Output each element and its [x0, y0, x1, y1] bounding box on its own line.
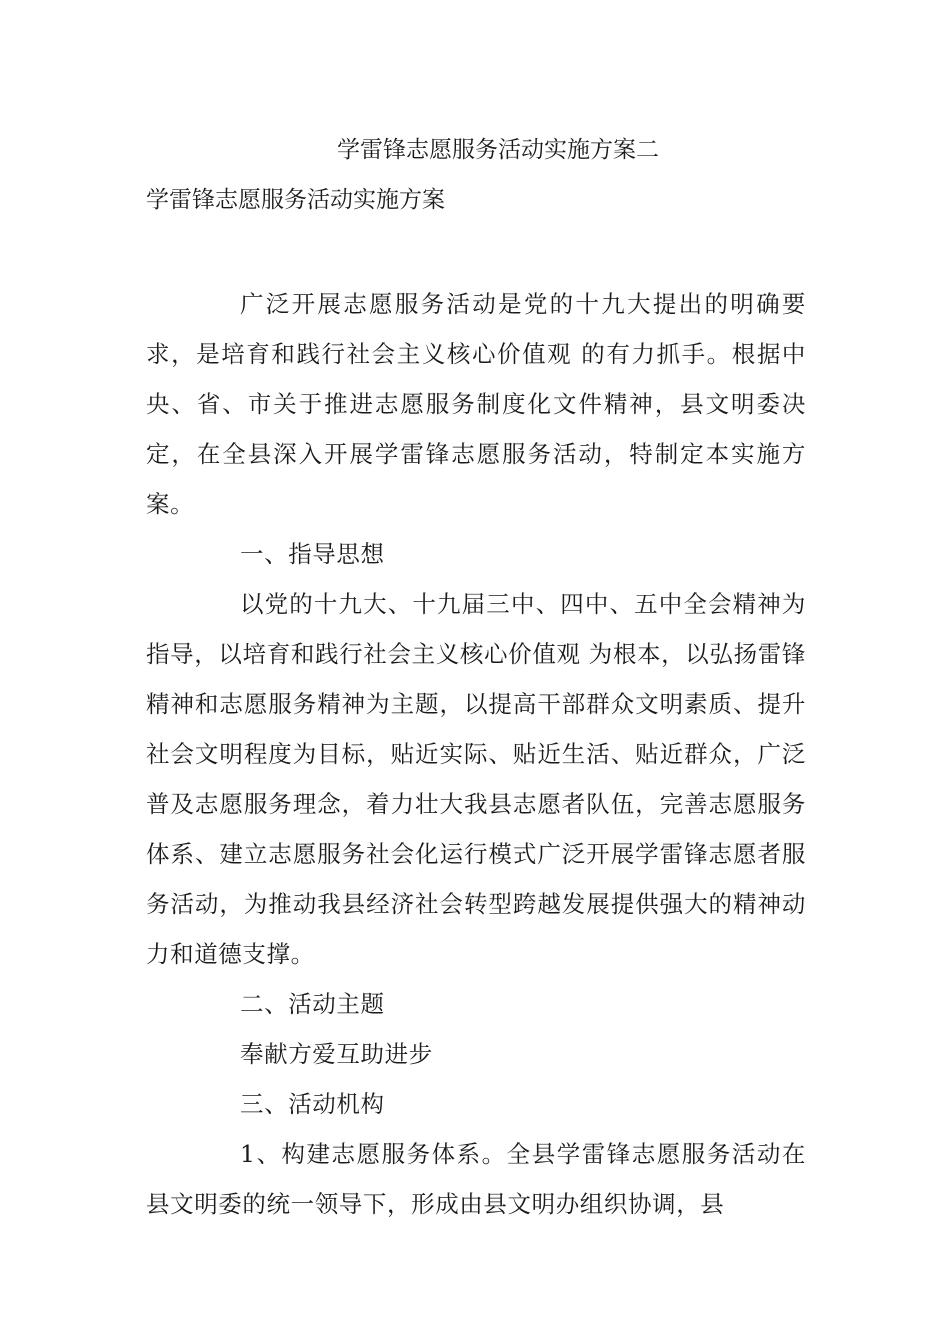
document-subtitle: 学雷锋志愿服务活动实施方案 [146, 187, 445, 213]
intro-paragraph: 广泛开展志愿服务活动是党的十九大提出的明确要求，是培育和践行社会主义核心价值观 的有力抓手。根据中央、省、市关于推进志愿服务制度化文件精神，县文明委决定，在全县深入开展学雷锋志愿服务活动，特制定本实施方案。 [146, 290, 806, 518]
activity-theme-text: 奉献方爱互助进步 [240, 1040, 433, 1068]
document-title: 学雷锋志愿服务活动实施方案二 [337, 137, 659, 163]
guiding-thought-paragraph: 以党的十九大、十九届三中、四中、五中全会精神为指导，以培育和践行社会主义核心价值观 为根本，以弘扬雷锋精神和志愿服务精神为主题，以提高干部群众文明素质、提升社会文明程度为目标，贴近实际、贴近生活、贴近群众，广泛普及志愿服务理念，着力壮大我县志愿者队伍，完善志愿服务体系、建立志愿服务社会化运行模式广泛开展学雷锋志愿者服务活动，为推动我县经济社会转型跨越发展提供强大的精神动力和道德支撑。 [146, 590, 806, 968]
section-heading-guiding-thought: 一、指导思想 [240, 540, 385, 568]
section-heading-activity-organization: 三、活动机构 [240, 1090, 385, 1118]
section-heading-activity-theme: 二、活动主题 [240, 990, 385, 1018]
activity-organization-paragraph: 1、构建志愿服务体系。全县学雷锋志愿服务活动在县文明委的统一领导下，形成由县文明办组织协调，县 [146, 1140, 806, 1218]
document-body [146, 279, 806, 1229]
